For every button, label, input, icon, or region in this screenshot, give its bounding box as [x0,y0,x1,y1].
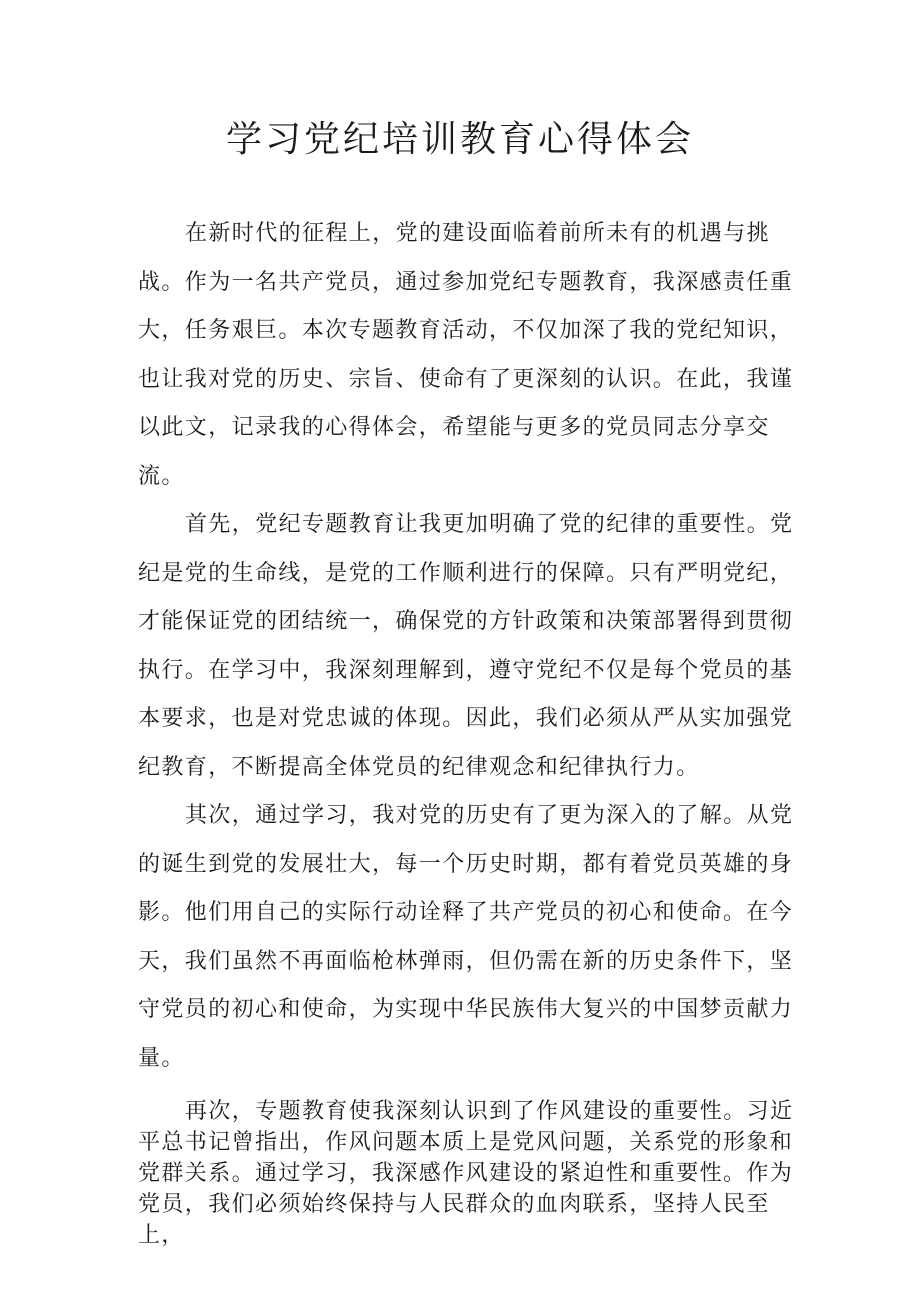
paragraph-intro: 在新时代的征程上，党的建设面临着前所未有的机遇与挑战。作为一名共产党员，通过参加党纪专题教育，我深感责任重大，任务艰巨。本次专题教育活动，不仅加深了我的党纪知识，也让我对党的历史、宗旨、使命有了更深刻的认识。在此，我谨以此文，记录我的心得体会，希望能与更多的党员同志分享交流。 [138,221,794,489]
document-body [138,210,798,1251]
paragraph-second: 其次，通过学习，我对党的历史有了更为深入的了解。从党的诞生到党的发展壮大，每一个历史时期，都有着党员英雄的身影。他们用自己的实际行动诠释了共产党员的初心和使命。在今天，我们虽然不再面临枪林弹雨，但仍需在新的历史条件下，坚守党员的初心和使命，为实现中华民族伟大复兴的中国梦贡献力量。 [138,803,794,1071]
paragraph-third: 再次，专题教育使我深刻认识到了作风建设的重要性。习近平总书记曾指出，作风问题本质上是党风问题，关系党的形象和党群关系。通过学习，我深感作风建设的紧迫性和重要性。作为党员，我们必须始终保持与人民群众的血肉联系，坚持人民至上， [138,1099,794,1248]
document-title: 学习党纪培训教育心得体会 [225,119,694,160]
paragraph-first: 首先，党纪专题教育让我更加明确了党的纪律的重要性。党纪是党的生命线，是党的工作顺利进行的保障。只有严明党纪，才能保证党的团结统一，确保党的方针政策和决策部署得到贯彻执行。在学习中，我深刻理解到，遵守党纪不仅是每个党员的基本要求，也是对党忠诚的体现。因此，我们必须从严从实加强党纪教育，不断提高全体党员的纪律观念和纪律执行力。 [138,512,794,780]
